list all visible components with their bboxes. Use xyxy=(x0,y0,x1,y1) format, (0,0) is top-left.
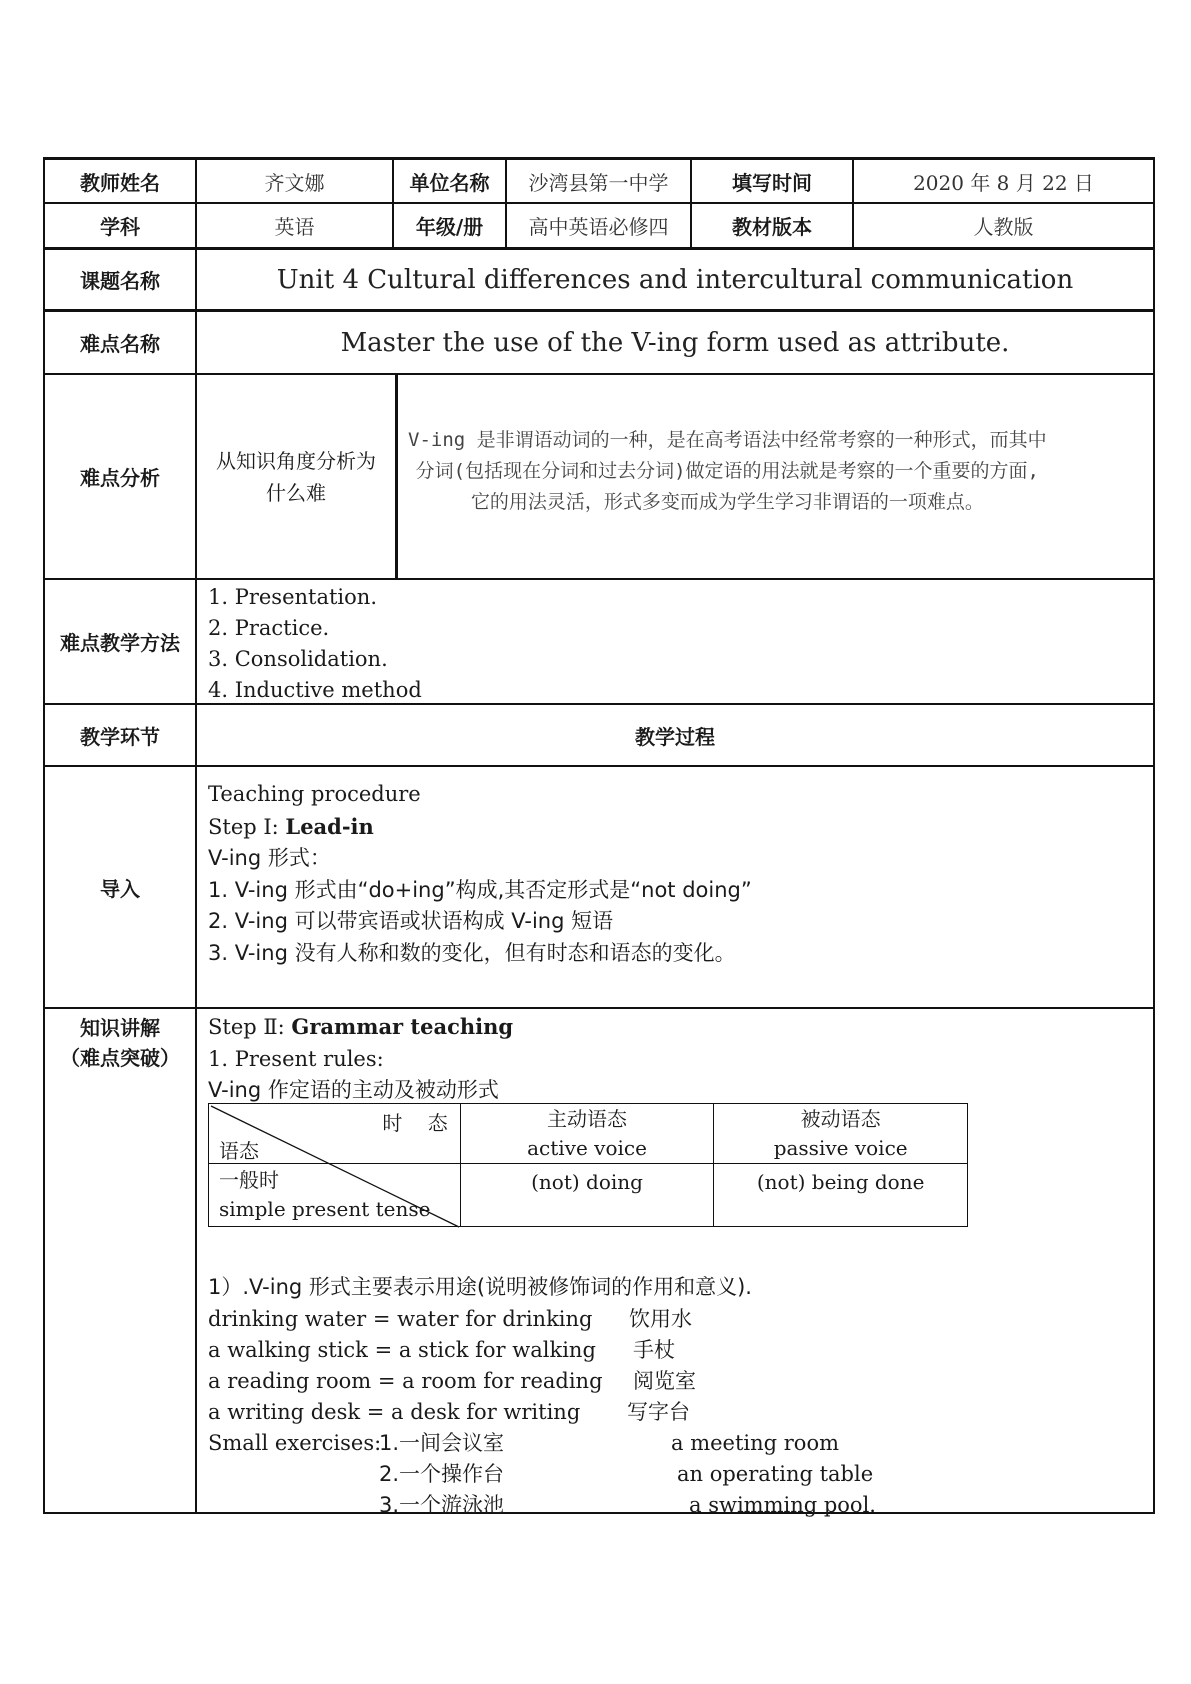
example-cn: 手杖 xyxy=(633,1338,675,1362)
edition-value: 人教版 xyxy=(852,204,1153,247)
active-en: active voice xyxy=(527,1136,647,1160)
passive-en: passive voice xyxy=(773,1136,908,1160)
methods-item: 3. Consolidation. xyxy=(208,647,388,671)
example-cn: 写字台 xyxy=(627,1400,690,1424)
methods-row xyxy=(43,578,1155,703)
knowledge-step-title: Grammar teaching xyxy=(291,1014,514,1039)
active-form: (not) doing xyxy=(460,1164,714,1227)
exercise-cn: 2.一个操作台 xyxy=(379,1462,505,1486)
example-cn: 饮用水 xyxy=(629,1307,692,1331)
exercises-label: Small exercises: xyxy=(208,1431,382,1455)
voice-table xyxy=(208,1103,968,1227)
intro-step-prefix: Step Ⅰ: xyxy=(208,814,286,839)
subject-label: 学科 xyxy=(100,215,140,239)
date-value: 2020 年 8 月 22 日 xyxy=(852,160,1153,202)
methods-item: 1. Presentation. xyxy=(208,585,377,609)
topic-row xyxy=(43,247,1155,309)
example-en: a walking stick = a stick for walking xyxy=(208,1338,596,1362)
passive-cn: 被动语态 xyxy=(800,1107,881,1131)
teacher-label: 教师姓名 xyxy=(80,170,160,195)
analysis-sub-label-line2: 什么难 xyxy=(266,480,326,505)
topic-value: Unit 4 Cultural differences and intercultural communication xyxy=(195,250,1153,309)
analysis-row xyxy=(43,373,1155,578)
intro-line: 3. V-ing 没有人称和数的变化，但有时态和语态的变化。 xyxy=(208,940,736,965)
analysis-text-line1: V-ing 是非谓语动词的一种，是在高考语法中经常考察的一种形式，而其中 xyxy=(408,429,1047,451)
date-label: 填写时间 xyxy=(690,160,852,202)
exercise-en: an operating table xyxy=(677,1462,874,1486)
exercise-en: a meeting room xyxy=(671,1431,839,1455)
exercise-en: a swimming pool. xyxy=(689,1493,876,1517)
knowledge-label-line1: 知识讲解 xyxy=(80,1016,160,1040)
header-row-2 xyxy=(43,202,1155,247)
intro-line: 2. V-ing 可以带宾语或状语构成 V-ing 短语 xyxy=(208,909,614,933)
analysis-sub-label-line1: 从知识角度分析为 xyxy=(216,448,376,473)
analysis-text xyxy=(395,375,1153,578)
knowledge-rules: 1. Present rules: xyxy=(208,1046,384,1071)
intro-row xyxy=(43,765,1155,1007)
analysis-sub-label xyxy=(195,375,395,578)
example-en: drinking water = water for drinking xyxy=(208,1307,593,1331)
analysis-label: 难点分析 xyxy=(80,466,160,490)
methods-item: 2. Practice. xyxy=(208,616,330,640)
unit-value: 沙湾县第一中学 xyxy=(505,160,690,202)
methods-list xyxy=(195,580,1153,703)
knowledge-label xyxy=(45,1009,195,1512)
usage-line: 1）.V-ing 形式主要表示用途(说明被修饰词的作用和意义). xyxy=(208,1275,752,1299)
tense-en: simple present tense xyxy=(219,1197,431,1221)
tense-cn: 一般时 xyxy=(219,1168,279,1192)
corner-top-label: 时 态 xyxy=(382,1111,448,1135)
intro-label: 导入 xyxy=(100,876,140,901)
difficulty-label: 难点名称 xyxy=(80,332,160,356)
intro-line: V-ing 形式： xyxy=(208,846,331,870)
example-cn: 阅览室 xyxy=(633,1369,696,1393)
knowledge-table-title: V-ing 作定语的主动及被动形式 xyxy=(208,1078,499,1102)
passive-header xyxy=(714,1104,968,1164)
analysis-text-line2: 分词(包括现在分词和过去分词)做定语的用法就是考察的一个重要的方面, xyxy=(415,460,1039,482)
edition-label: 教材版本 xyxy=(690,204,852,247)
difficulty-row xyxy=(43,309,1155,373)
voice-table-corner xyxy=(209,1104,461,1164)
knowledge-row xyxy=(43,1007,1155,1517)
unit-label: 单位名称 xyxy=(392,160,505,202)
intro-line: 1. V-ing 形式由“do+ing”构成,其否定形式是“not doing” xyxy=(208,877,752,902)
knowledge-content xyxy=(195,1009,1153,1517)
knowledge-step xyxy=(208,1011,513,1044)
intro-content xyxy=(195,767,1153,1007)
methods-item: 4. Inductive method xyxy=(208,678,422,702)
knowledge-step-prefix: Step Ⅱ: xyxy=(208,1015,292,1039)
corner-bottom-label: 语态 xyxy=(219,1139,259,1163)
example-en: a reading room = a room for reading xyxy=(208,1369,603,1393)
process-label: 教学环节 xyxy=(80,724,160,749)
exercise-cn: 3.一个游泳池 xyxy=(379,1493,505,1517)
active-header xyxy=(460,1104,714,1164)
grade-label: 年级/册 xyxy=(392,204,505,247)
grade-value: 高中英语必修四 xyxy=(505,204,690,247)
process-value: 教学过程 xyxy=(195,705,1153,765)
intro-line: Teaching procedure xyxy=(208,782,421,806)
example-en: a writing desk = a desk for writing xyxy=(208,1400,581,1424)
topic-label: 课题名称 xyxy=(80,269,160,293)
teacher-value: 齐文娜 xyxy=(195,160,392,202)
analysis-text-line3: 它的用法灵活，形式多变而成为学生学习非谓语的一项难点。 xyxy=(470,491,984,513)
passive-form: (not) being done xyxy=(714,1164,968,1227)
lesson-plan-form xyxy=(43,157,1155,1517)
knowledge-label-line2: （难点突破） xyxy=(60,1046,180,1070)
difficulty-value: Master the use of the V-ing form used as attribute. xyxy=(195,312,1153,373)
process-header-row xyxy=(43,703,1155,765)
exercise-cn: 1.一间会议室 xyxy=(379,1431,505,1455)
intro-step-title: Lead-in xyxy=(285,813,374,839)
active-cn: 主动语态 xyxy=(547,1107,628,1131)
methods-label: 难点教学方法 xyxy=(60,631,180,655)
intro-step xyxy=(208,811,1153,844)
header-row-1 xyxy=(43,157,1155,202)
subject-value: 英语 xyxy=(195,204,392,247)
